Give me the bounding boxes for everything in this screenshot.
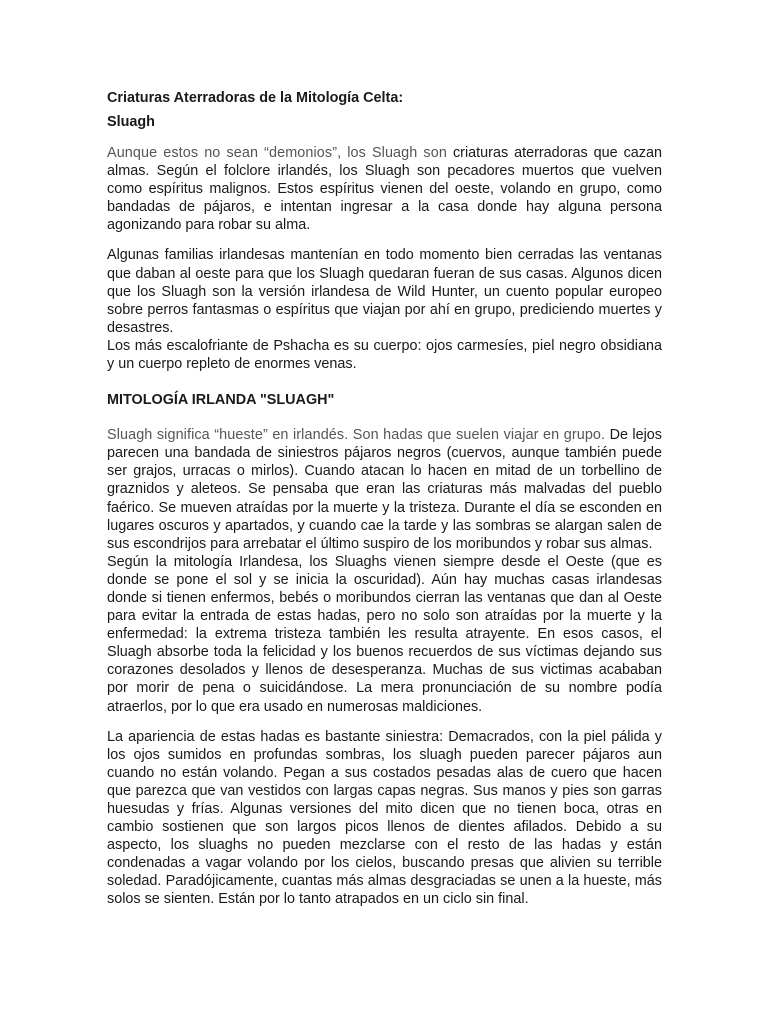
paragraph-west: Según la mitología Irlandesa, los Sluaghs vienen siempre desde el Oeste (que es donde se pone el sol y se inicia la oscuridad). Aún hay muchas casas irlandesas donde si tienen enfermos, bebés o moribundos cierran las ventanas que dan al Oeste para evitar la entrada de estas hadas, pero no solo son atraídas por la muerte y la enfermedad: la extrema tristeza también les resulta atrayente. En esos casos, el Sluagh absorbe toda la felicidad y los buenos recuerdos de sus víctimas dejando sus corazones desolados y llenos de desesperanza. Muchas de sus victimas acababan por morir de pena o suicidándose. La mera pronunciación de su nombre podía atraerlos, por lo que era usado en numerosas maldiciones. [107, 553, 662, 715]
paragraph-gap [107, 234, 662, 246]
paragraph-gap-2 [107, 716, 662, 728]
paragraph-families: Algunas familias irlandesas mantenían en todo momento bien cerradas las ventanas que daban al oeste para que los Sluagh quedaran fueran de sus casas. Algunos dicen que los Sluagh son la versión irlandesa de Wild Hunter, un cuento popular europeo sobre perros fantasmas o espíritus que viajan por ahí en grupo, prediciendo muertes y desastres. [107, 247, 662, 336]
paragraph-intro-lead: Aunque estos no sean “demonios”, los Sluagh son [107, 145, 453, 161]
paragraph-meaning-rest: De lejos parecen una bandada de siniestros pájaros negros (cuervos, aunque también puede ser grajos, urracas o mirlos). Cuando atacan lo hacen en mitad de un torbellino de graznidos y aleteos. Se pensaba que eran las criaturas más malvadas del pueblo faérico. Se mueven atraídas por la muerte y la tristeza. Durante el día se esconden en lugares oscuros y apartados, y cuando cae la tarde y las sombras se alargan salen de sus escondrijos para arrebatar el último suspiro de los moribundos y robar sus almas. [107, 427, 662, 552]
paragraph-intro-rest: criaturas aterradoras que cazan almas. Según el folclore irlandés, los Sluagh son pecadores muertos que vuelven como espíritus malignos. Estos espíritus vienen del oeste, volando en grupo, como bandadas de pájaros, e intentan ingresar a la casa donde hay alguna persona agonizando para robar su alma. [107, 145, 662, 234]
document-page [107, 89, 662, 909]
section-title-sluagh: Sluagh [107, 114, 155, 130]
paragraph-pshacha: Los más escalofriante de Pshacha es su cuerpo: ojos carmesíes, piel negro obsidiana y un cuerpo repleto de enormes venas. [107, 337, 662, 373]
paragraph-meaning-lead: Sluagh significa “hueste” en irlandés. Son hadas que suelen viajar en grupo. [107, 427, 610, 444]
section-heading-mitologia: MITOLOGÍA IRLANDA "SLUAGH" [107, 392, 335, 409]
paragraph-appearance: La apariencia de estas hadas es bastante siniestra: Demacrados, con la piel pálida y los ojos sumidos en profundas sombras, los sluagh pueden parecer pájaros aun cuando no están volando. Pegan a sus costados pesadas alas de cuero que hacen que parezca que van vestidos con largas capas negras. Sus manos y pies son garras huesudas y frías. Algunas versiones del mito dicen que no tienen boca, otras en cambio sostienen que son largos picos llenos de dientes afilados. Debido a su aspecto, los sluaghs no pueden mezclarse con el resto de las hadas y están condenadas a vagar volando por los cielos, buscando presas que alivien su terrible soledad. Paradójicamente, cuantas más almas desgraciadas se unen a la hueste, más solos se sienten. Están por lo tanto atrapados en un ciclo sin final. [107, 728, 662, 908]
paragraph-meaning [107, 426, 662, 553]
paragraph-intro [107, 144, 662, 234]
document-title: Criaturas Aterradoras de la Mitología Celta: [107, 90, 404, 106]
heading-gap [107, 373, 662, 391]
